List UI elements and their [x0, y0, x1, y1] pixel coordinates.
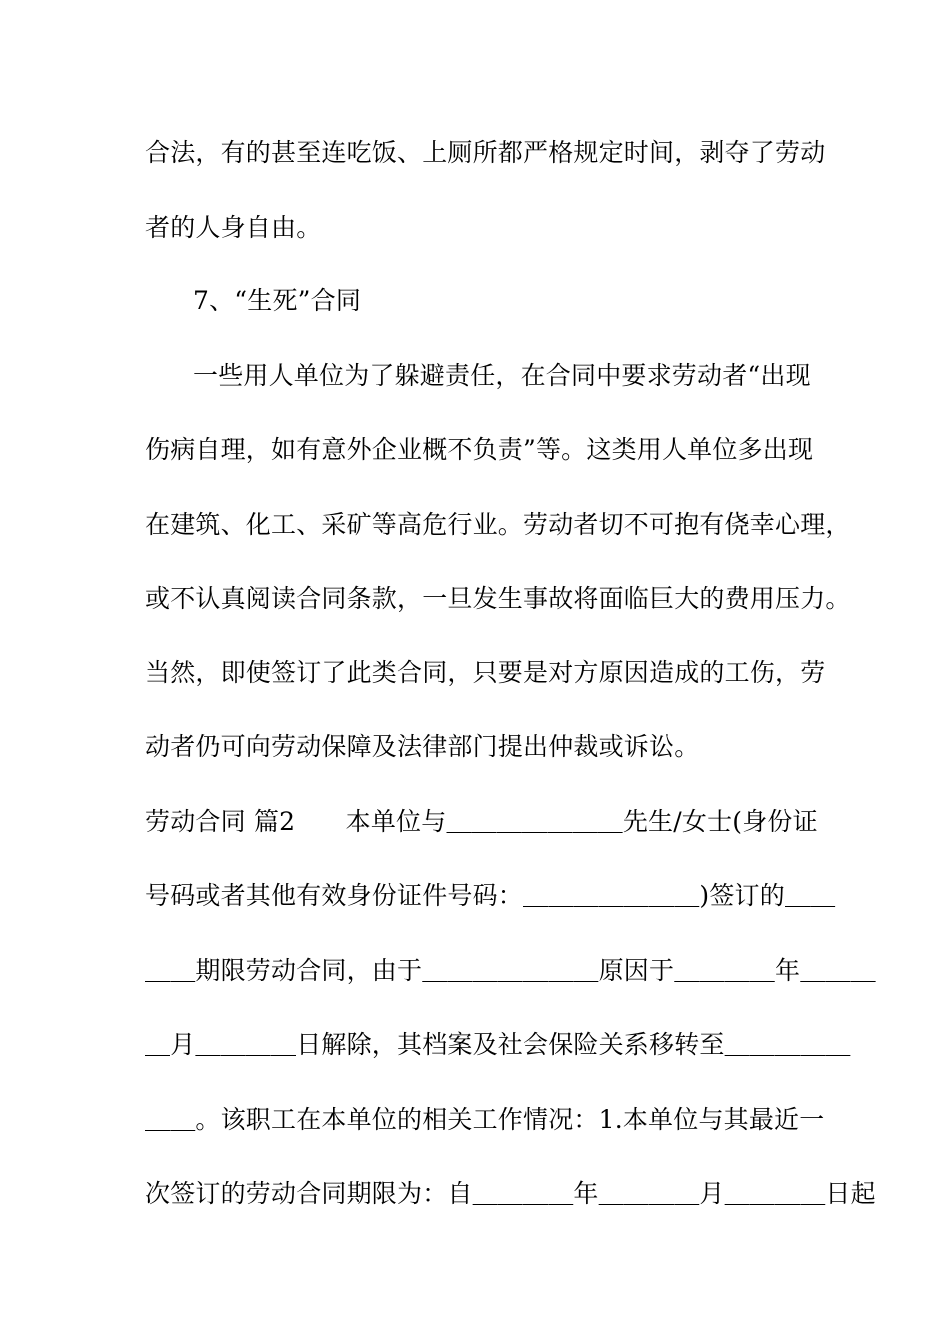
section-heading: 7、“生死”合同 — [193, 286, 362, 315]
paragraph-line: 者的人身自由。 — [145, 213, 322, 242]
paragraph-line: ＿＿。该职工在本单位的相关工作情况：1.本单位与其最近一 — [145, 1105, 825, 1134]
paragraph-line: 合法，有的甚至连吃饭、上厕所都严格规定时间，剥夺了劳动 — [145, 138, 826, 167]
paragraph-line: 一些用人单位为了躲避责任，在合同中要求劳动者“出现 — [193, 361, 811, 390]
paragraph-line: 当然，即使签订了此类合同，只要是对方原因造成的工伤，劳 — [145, 658, 826, 687]
paragraph-line: ＿月＿＿＿＿日解除，其档案及社会保险关系移转至＿＿＿＿＿ — [145, 1030, 851, 1059]
paragraph-line: 次签订的劳动合同期限为：自＿＿＿＿年＿＿＿＿月＿＿＿＿日起 — [145, 1179, 876, 1208]
paragraph-line: 号码或者其他有效身份证件号码：＿＿＿＿＿＿＿)签订的＿＿ — [145, 881, 836, 910]
paragraph-line: 在建筑、化工、采矿等高危行业。劳动者切不可抱有侥幸心理， — [145, 510, 851, 539]
paragraph-line: 伤病自理，如有意外企业概不负责”等。这类用人单位多出现 — [145, 435, 814, 464]
paragraph-line: ＿＿期限劳动合同，由于＿＿＿＿＿＿＿原因于＿＿＿＿年＿＿＿ — [145, 956, 876, 985]
paragraph-line: 劳动合同 篇2 本单位与＿＿＿＿＿＿＿先生/女士(身份证 — [145, 807, 818, 836]
paragraph-line: 或不认真阅读合同条款，一旦发生事故将面临巨大的费用压力。 — [145, 584, 851, 613]
paragraph-line: 动者仍可向劳动保障及法律部门提出仲裁或诉讼。 — [145, 732, 700, 761]
